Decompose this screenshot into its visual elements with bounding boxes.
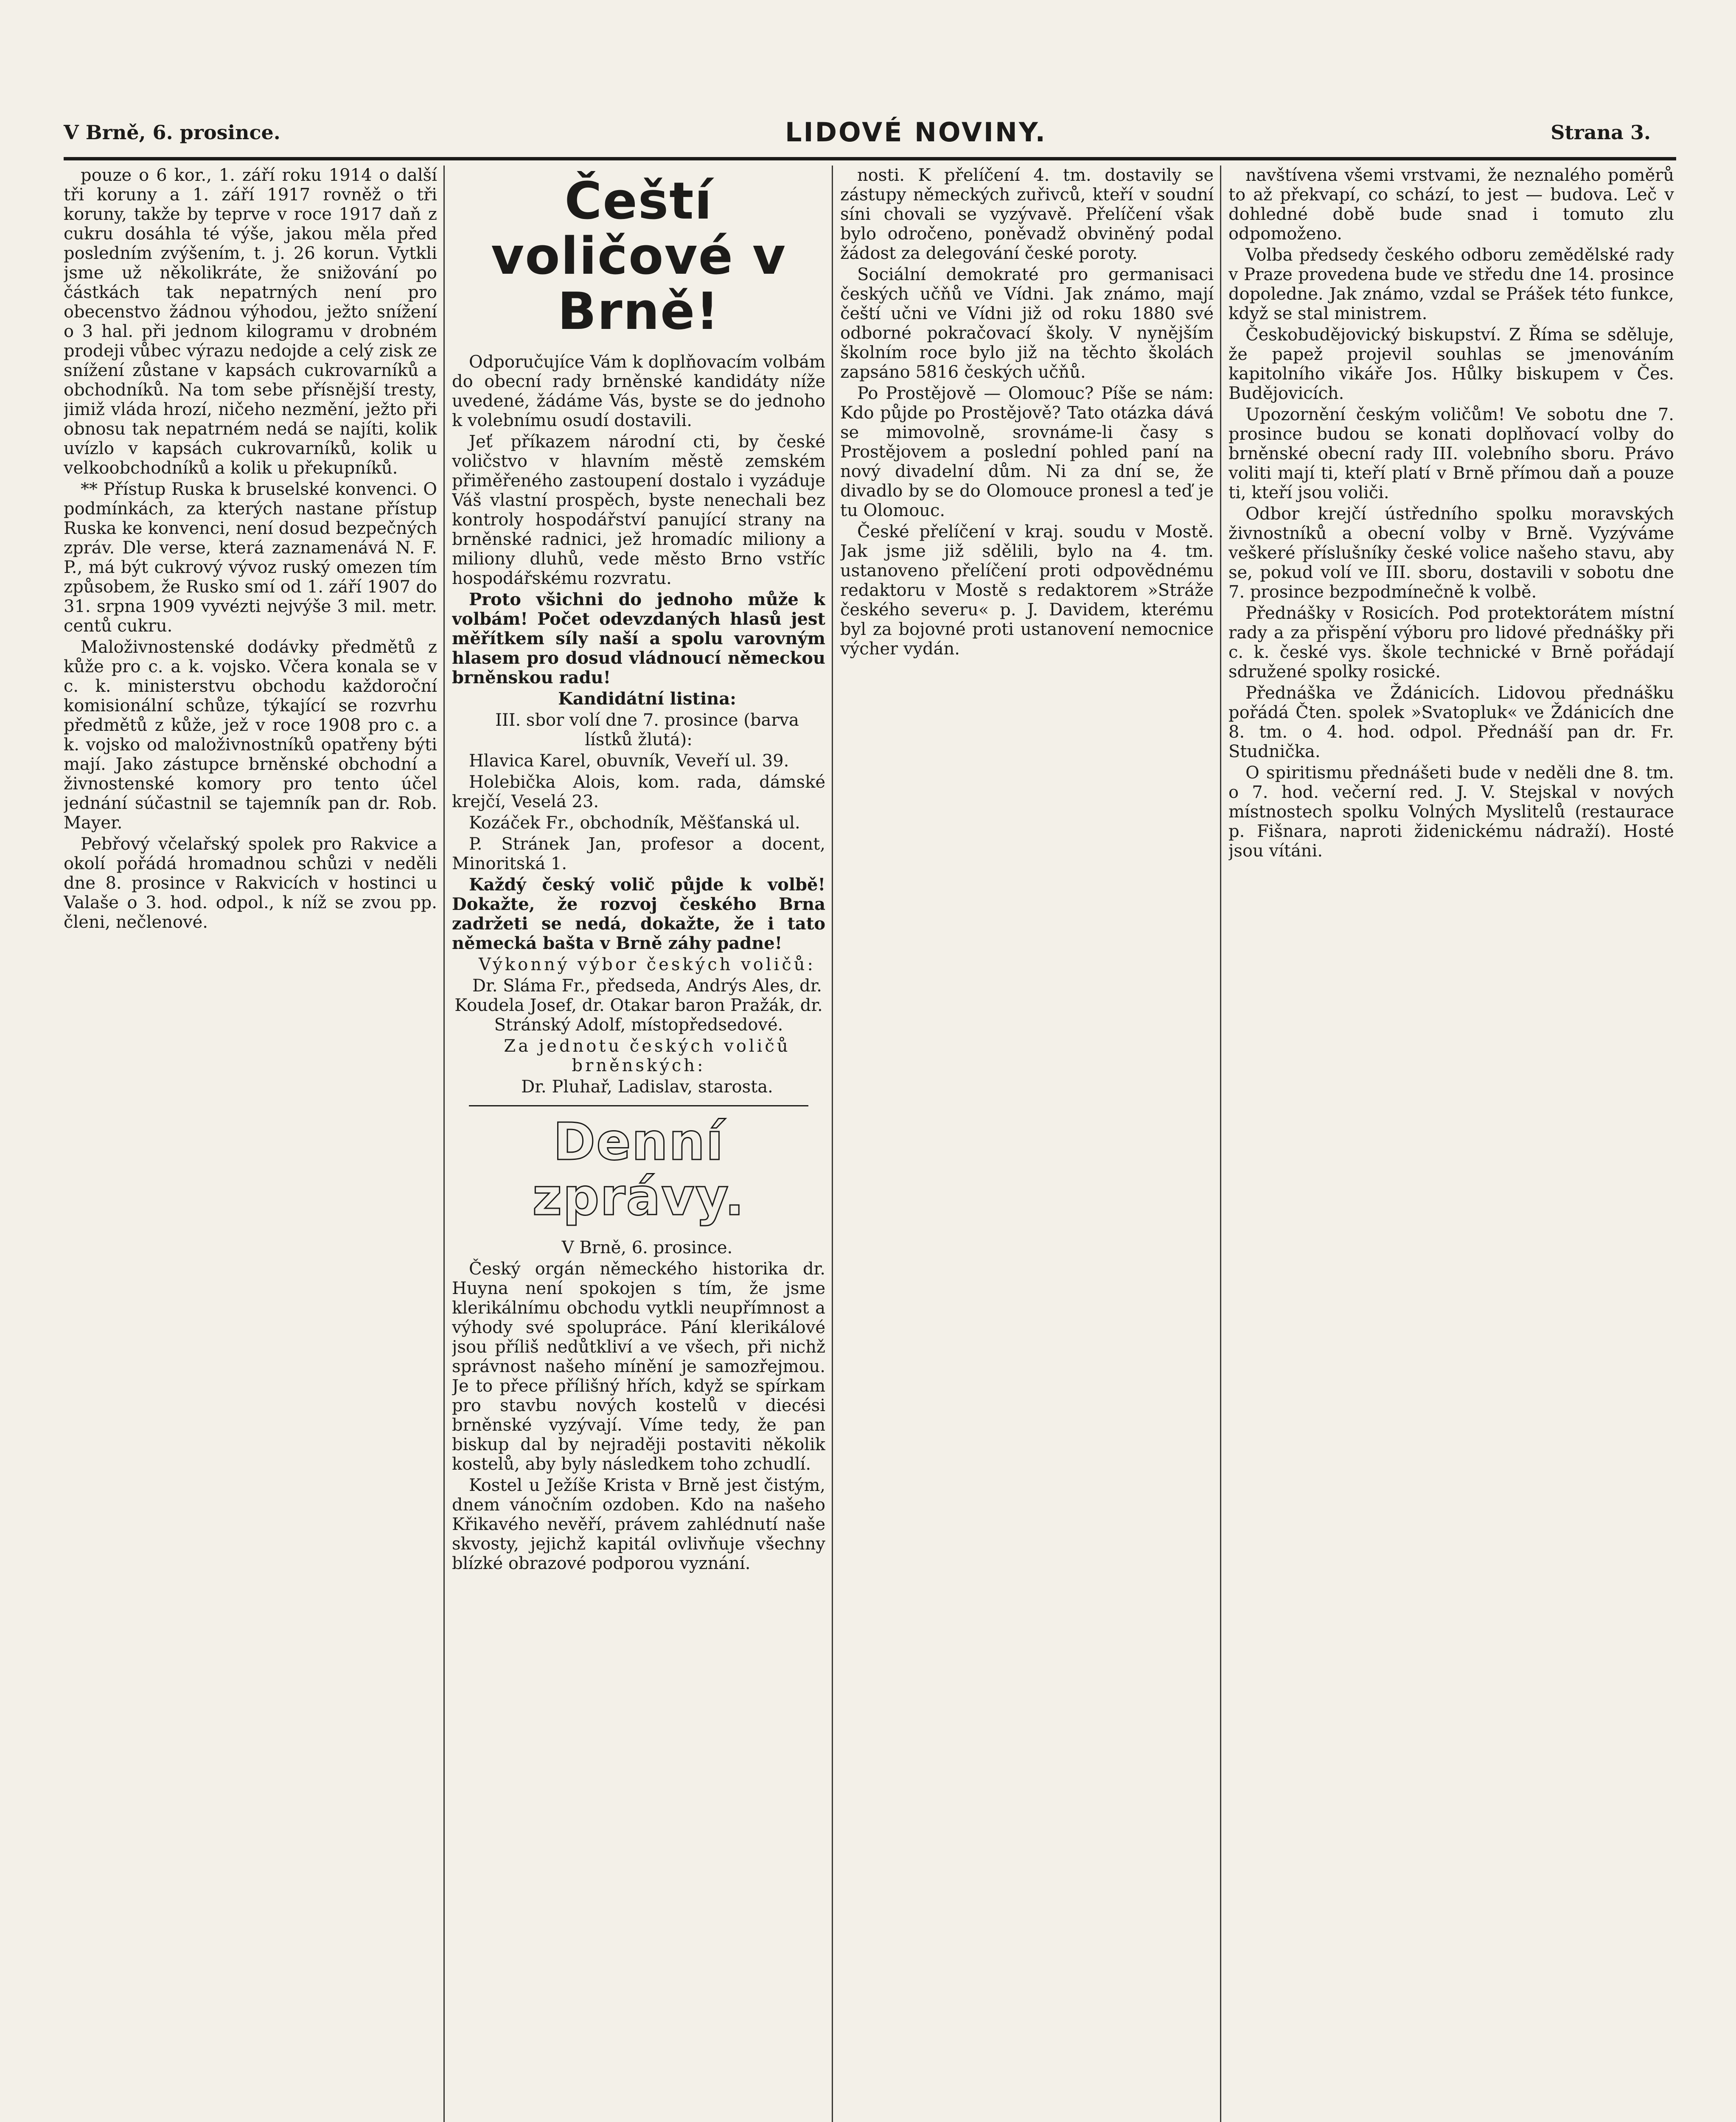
column-divider xyxy=(1220,166,1221,2122)
candidate-list-title: Kandidátní listina: xyxy=(558,689,736,709)
article-paragraph: Po Prostějově — Olomouc? Píše se nám: Kdo půjde po Prostějově? Tato otázka dává se mimovolně, srovnáme-li časy s Prostějovem a poslední pohled paní na nový divadelní dům. Ni za dní se, že divadlo by se do Olomouce pronesl a teď je tu Olomouc. xyxy=(840,384,1214,520)
appeal-paragraph: Odporučujíce Vám k doplňovacím volbám do obecní rady brněnské kandidáty níže uvedené, žádáme Vás, byste se do jednoho k volebnímu osudí dostavili. xyxy=(452,352,825,430)
header-dateline: V Brně, 6. prosince. xyxy=(64,121,280,144)
article-paragraph: Maloživnostenské dodávky předmětů z kůže pro c. a k. vojsko. Včera konala se v c. k. ministerstvu obchodu každoroční komisionální schůze, týkající se rozvrhu předmětů z kůže, jež v roce 1908 pro c. a k. vojsko od maloživnostníků opatřeny býti mají. Jako zástupce brněnské obchodní a živnostenské komory pro tento účel jednání súčastnil se tajemník pan dr. Rob. Mayer. xyxy=(64,637,437,833)
column-1 xyxy=(64,166,437,2122)
page-number: Strana 3. xyxy=(1551,121,1651,144)
appeal-paragraph: Proto všichni do jednoho může k volbám! Počet odevzdaných hlasů jest měřítkem síly naší a spolu varovným hlasem pro dosud vládnoucí německou brněnskou radu! xyxy=(452,589,825,688)
page-header xyxy=(64,117,1676,163)
news-dateline: V Brně, 6. prosince. xyxy=(561,1238,733,1257)
appeal-paragraph: Jeť příkazem národní cti, by české voličstvo v hlavním městě zemském přiměřeného zastoupení dostalo i vyzáduje Váš vlastní prospěch, byste nenechali bez kontroly hospodářství panující strany na brněnské radnici, jež hromadíc miliony a miliony dluhů, vede město Brno vstříc hospodářskému rozvratu. xyxy=(452,432,825,588)
header-rule xyxy=(64,157,1676,160)
column-3 xyxy=(840,166,1214,2122)
unity-title: Za jednotu českých voličů brněnských: xyxy=(504,1036,791,1075)
article-paragraph: O spiritismu přednášeti bude v neděli dne 8. tm. o 7. hod. večerní red. J. V. Stejskal v nových místnostech spolku Volných Myslitelů (restaurace p. Fišnara, naproti židenickému nádraží). Hosté jsou vítáni. xyxy=(1228,763,1674,861)
article-paragraph: České přelíčení v kraj. soudu v Mostě. Jak jsme již sdělili, bylo na 4. tm. ustanoveno přelíčení proti odpovědnému redaktoru v Mostě s redaktorem »Stráže českého severu« p. J. Davidem, kterému byl za bojovné proti ustanovení nemocnice výcher vydán. xyxy=(840,522,1214,659)
candidate-item: Kozáček Fr., obchodník, Měšťanská ul. xyxy=(469,813,800,833)
mayor-signature: Dr. Pluhař, Ladislav, starosta. xyxy=(521,1077,773,1097)
article-paragraph: Odbor krejčí ústředního spolku moravských živnostníků a obecní volby v Brně. Vyzýváme veškeré příslušníky české volice našeho stavu, aby se, pokud volí ve III. sboru, dostavili v sobotu dne 7. prosince bezpodmínečně k volbě. xyxy=(1228,504,1674,602)
news-paragraph: Kostel u Ježíše Krista v Brně jest čistým, dnem vánočním ozdoben. Kdo na našeho Křikavého nevěří, právem zahlédnutí naše skvosty, jejichž kapitál ovlivňuje všechny blízké obrazové podporou vyznání. xyxy=(452,1476,825,1573)
candidate-list-subtitle: III. sbor volí dne 7. prosince (barva lístků žlutá): xyxy=(495,710,799,749)
column-divider xyxy=(443,166,445,2122)
appeal-closing: Každý český volič půjde k volbě! Dokažte, že rozvoj českého Brna zadržeti se nedá, dokažte, že i tato německá bašta v Brně záhy padne! xyxy=(452,875,825,953)
article-paragraph: nosti. K přelíčení 4. tm. dostavily se zástupy německých zuřivců, kteří v soudní síni chovali se vyzývavě. Přelíčení však bylo odročeno, poněvadž obviněný podal žádost za delegování české poroty. xyxy=(840,166,1214,263)
article-paragraph: Českobudějovický biskupství. Z Říma se sděluje, že papež projevil souhlas se jmenováním kapitolního vikáře Jos. Hůlky biskupem v Čes. Budějovicích. xyxy=(1228,325,1674,403)
candidate-item: Hlavica Karel, obuvník, Veveří ul. 39. xyxy=(469,751,789,771)
committee-title: Výkonný výbor českých voličů: xyxy=(479,955,816,974)
article-paragraph: navštívena všemi vrstvami, že neznalého poměrů to až překvapí, co schází, to jest — budova. Leč v dohledné době bude snad i tomuto zlu odpomoženo. xyxy=(1228,166,1674,244)
article-paragraph: Pebřový včelařský spolek pro Rakvice a okolí pořádá hromadnou schůzi v neděli dne 8. prosince v Rakvicích v hostinci u Valaše o 3. hod. odpol., k níž se zvou pp. členi, nečlenové. xyxy=(64,834,437,932)
article-paragraph: Volba předsedy českého odboru zemědělské rady v Praze provedena bude ve středu dne 14. prosince dopoledne. Jak známo, vzdal se Prášek této funkce, když se stal ministrem. xyxy=(1228,245,1674,323)
article-paragraph: Přednášky v Rosicích. Pod protektorátem místní rady a za přispění výboru pro lidové přednášky při c. k. české vys. škole technické v Brně pořádají sdružené spolky rosické. xyxy=(1228,603,1674,682)
masthead-title: LIDOVÉ NOVINY. xyxy=(785,117,1047,148)
news-paragraph: Český orgán německého historika dr. Huyna není spokojen s tím, že jsme klerikálnímu obchodu vytkli neupřímnost a výhody své spolupráce. Pání klerikálové jsou příliš nedůtkliví a ve všech, při nichž správnost našeho mínění je samozřejmou. Je to přece přílišný hřích, když se spírkam pro stavbu nových kostelů v diecési brněnské vyzývají. Víme tedy, že pan biskup dal by nejraději postaviti několik kostelů, aby byly následkem toho zchudlí. xyxy=(452,1259,825,1474)
article-paragraph: pouze o 6 kor., 1. září roku 1914 o další tři koruny a 1. září 1917 rovněž o tři koruny, takže by teprve v roce 1917 daň z cukru dosáhla té výše, jakou měla před posledním zvýšením, t. j. 26 korun. Vytkli jsme už několikráte, že snižování po částkách tak nepatrných není pro obecenstvo žádnou výhodou, ježto snížení o 3 hal. při jednom kilogramu v drobném prodeji vůbec výrazu nedojde a celý zisk ze snížení zůstane v kapsách cukrovarníků a obchodníků. Na tom sebe přísnější tresty, jimiž vláda hrozí, ničeho nezmění, ježto při obnosu tak nepatrném nedá se najíti, kolik uvízlo v kapsách cukrovarníků, kolik u velkoobchodníků a kolik u překupníků. xyxy=(64,166,437,478)
article-paragraph: ** Přístup Ruska k bruselské konvenci. O podmínkách, za kterých nastane přístup Ruska ke konvenci, není dosud bezpečných zpráv. Dle verse, která zaznamenává N. F. P., má být cukrový vývoz ruský omezen tím způsobem, že Rusko smí od 1. září 1907 do 31. srpna 1909 vyvézti nejvýše 3 mil. metr. centů cukru. xyxy=(64,480,437,636)
article-paragraph: Sociální demokraté pro germanisaci českých učňů ve Vídni. Jak známo, mají čeští učni ve Vídni již od roku 1880 své odborné pokračovací školy. V nynějším školním roce bylo již na těchto školách zapsáno 5816 českých učňů. xyxy=(840,265,1214,382)
column-4 xyxy=(1228,166,1674,2122)
section-divider xyxy=(469,1105,808,1106)
article-paragraph: Přednáška ve Ždánicích. Lidovou přednášku pořádá Čten. spolek »Svatopluk« ve Ždánicích dne 8. tm. o 4. hod. odpol. Přednáší pan dr. Fr. Studnička. xyxy=(1228,683,1674,761)
article-paragraph: Upozornění českým voličům! Ve sobotu dne 7. prosince budou se konati doplňovací volby do brněnské obecní rady III. volebního sboru. Právo voliti mají ti, kteří platí v Brně přímou daň a pouze ti, kteří jsou voliči. xyxy=(1228,405,1674,502)
candidate-item: Holebička Alois, kom. rada, dámské krejčí, Veselá 23. xyxy=(452,772,825,811)
appeal-headline: Čeští voličové v Brně! xyxy=(491,172,787,341)
news-section-title: Denní zprávy. xyxy=(532,1113,745,1227)
column-2 xyxy=(452,166,825,2122)
candidate-item: P. Stránek Jan, profesor a docent, Minoritská 1. xyxy=(452,834,825,873)
committee-names: Dr. Sláma Fr., předseda, Andrýs Ales, dr. Koudela Josef, dr. Otakar baron Pražák, dr. Stránský Adolf, místopředsedové. xyxy=(454,976,823,1035)
column-divider xyxy=(832,166,833,2122)
